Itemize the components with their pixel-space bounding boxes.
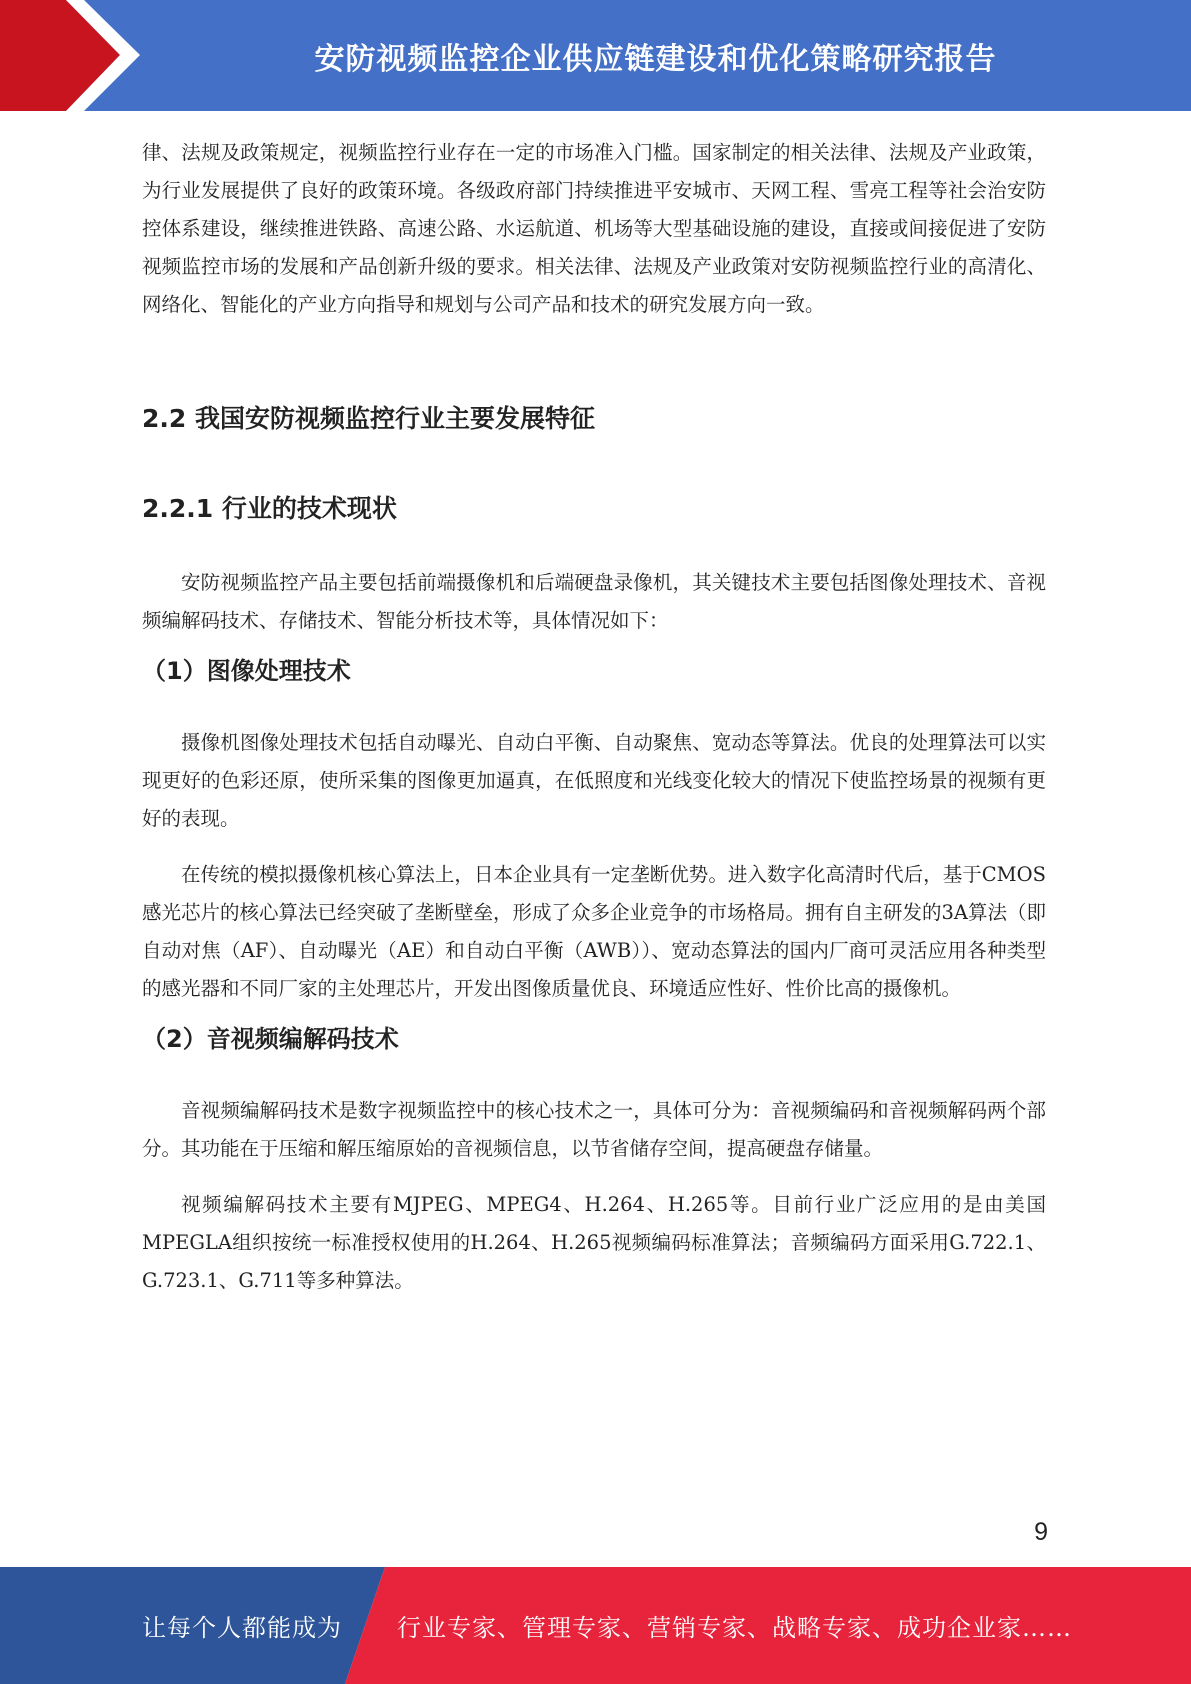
paragraph-policy: 律、法规及政策规定，视频监控行业存在一定的市场准入门槛。国家制定的相关法律、法规及产业政策，为行业发展提供了良好的政策环境。各级政府部门持续推进平安城市、天网工程、雪亮工程等社会治安防控体系建设，继续推进铁路、高速公路、水运航道、机场等大型基础设施的建设，直接或间接促进了安防视频监控市场的发展和产品创新升级的要求。相关法律、法规及产业政策对安防视频监控行业的高清化、网络化、智能化的产业方向指导和规划与公司产品和技术的研究发展方向一致。 xyxy=(142,141,1046,316)
paragraph-cmos-algorithms: 在传统的模拟摄像机核心算法上，日本企业具有一定垄断优势。进入数字化高清时代后，基于CMOS感光芯片的核心算法已经突破了垄断壁垒，形成了众多企业竞争的市场格局。拥有自主研发的3A算法（即自动对焦（AF）、自动曝光（AE）和自动白平衡（AWB））、宽动态算法的国内厂商可灵活应用各种类型的感光器和不同厂家的主处理芯片，开发出图像质量优良、环境适应性好、性价比高的摄像机。 xyxy=(142,863,1046,1000)
paragraph-av-codec: 音视频编解码技术是数字视频监控中的核心技术之一，具体可分为：音视频编码和音视频解码两个部分。其功能在于压缩和解压缩原始的音视频信息，以节省储存空间，提高硬盘存储量。 xyxy=(142,1099,1046,1160)
paragraph-video-codec-standards: 视频编解码技术主要有MJPEG、MPEG4、H.264、H.265等。目前行业广泛应用的是由美国MPEGLA组织按统一标准授权使用的H.264、H.265视频编码标准算法；音频编码方面采用G.722.1、G.723.1、G.711等多种算法。 xyxy=(142,1193,1046,1292)
footer-banner xyxy=(0,1567,1191,1684)
page-number: 9 xyxy=(1034,1518,1048,1546)
paragraph-image-algorithms: 摄像机图像处理技术包括自动曝光、自动白平衡、自动聚焦、宽动态等算法。优良的处理算法可以实现更好的色彩还原，使所采集的图像更加逼真，在低照度和光线变化较大的情况下使监控场景的视频有更好的表现。 xyxy=(142,731,1046,830)
footer-slogan-right: 行业专家、管理专家、营销专家、战略专家、成功企业家…… xyxy=(397,1614,1072,1642)
report-title: 安防视频监控企业供应链建设和优化策略研究报告 xyxy=(314,41,997,77)
section-heading-2-2-1: 2.2.1 行业的技术现状 xyxy=(142,494,397,523)
header-banner xyxy=(0,0,1191,111)
footer-slogan-left: 让每个人都能成为 xyxy=(142,1614,342,1642)
paragraph-tech-overview: 安防视频监控产品主要包括前端摄像机和后端硬盘录像机，其关键技术主要包括图像处理技术、音视频编解码技术、存储技术、智能分析技术等，具体情况如下： xyxy=(142,571,1046,632)
document-body xyxy=(142,134,1046,1300)
subheading-av-codec: （2）音视频编解码技术 xyxy=(142,1025,399,1053)
section-heading-2-2: 2.2 我国安防视频监控行业主要发展特征 xyxy=(142,404,595,433)
subheading-image-processing: （1）图像处理技术 xyxy=(142,657,351,685)
header-chevron-icon xyxy=(0,0,160,111)
